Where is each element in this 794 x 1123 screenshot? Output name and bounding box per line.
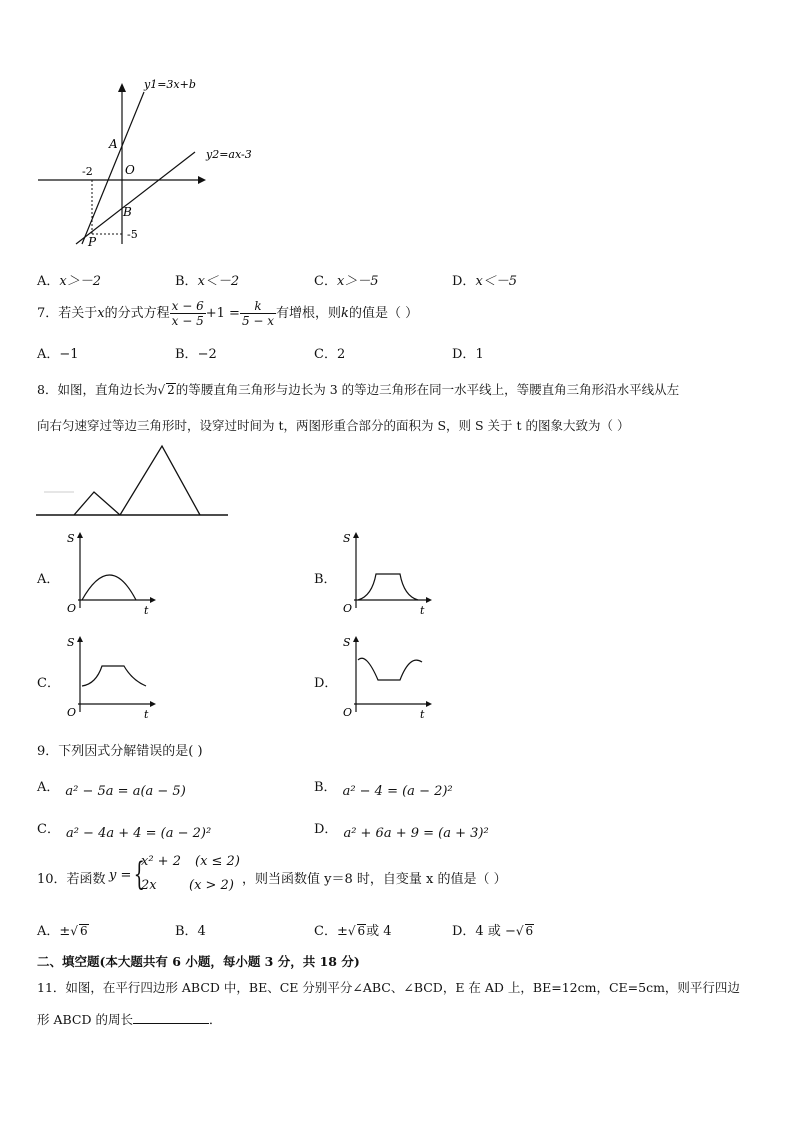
label-P: P xyxy=(88,235,97,249)
d-x-arrow xyxy=(426,701,432,707)
section-title: 二、填空题(本大题共有 6 小题，每小题 3 分，共 18 分) xyxy=(37,954,360,969)
q7-option-d[interactable]: D．1 xyxy=(452,347,484,362)
a-x-arrow xyxy=(150,597,156,603)
a-curve xyxy=(82,575,136,600)
q6-option-b[interactable]: B．x＜－2 xyxy=(175,274,240,289)
x-axis-arrow xyxy=(198,176,206,184)
q6-option-a[interactable]: A．x＞－2 xyxy=(37,274,101,289)
label-B: B xyxy=(123,205,132,219)
c-label-S: S xyxy=(67,636,75,649)
q10-brace: { xyxy=(133,855,145,893)
q8-triangles-figure xyxy=(36,440,231,520)
q8-option-c-graph[interactable] xyxy=(58,632,158,722)
q7-option-a[interactable]: A．−1 xyxy=(37,347,79,362)
q6-option-c[interactable]: C．x＞－5 xyxy=(314,274,379,289)
q9-option-a[interactable]: A． a² − 5a = a(a − 5) xyxy=(37,780,186,799)
label-O: O xyxy=(125,163,135,177)
label-y2: y2=ax-3 xyxy=(206,148,252,161)
b-label-t: t xyxy=(420,604,425,617)
q11-answer-blank[interactable] xyxy=(133,1011,209,1024)
q8-option-a-graph[interactable] xyxy=(58,528,158,618)
q9-option-b[interactable]: B． a² − 4 = (a − 2)² xyxy=(314,780,453,799)
q8-option-d-graph[interactable] xyxy=(334,632,434,722)
b-label-S: S xyxy=(343,532,351,545)
equilateral-triangle xyxy=(120,446,200,515)
d-y-arrow xyxy=(353,636,359,642)
q7-option-b[interactable]: B．−2 xyxy=(175,347,217,362)
a-y-arrow xyxy=(77,532,83,538)
q7-fraction-2: $\frac{k}{5 - x}$ xyxy=(241,299,275,328)
q7-option-c[interactable]: C．2 xyxy=(314,347,346,362)
q8-option-b-graph[interactable] xyxy=(334,528,434,618)
a-label-t: t xyxy=(144,604,149,617)
q8-option-a-label[interactable]: A． xyxy=(37,572,60,587)
q9-option-c[interactable]: C． a² − 4a + 4 = (a − 2)² xyxy=(37,822,212,841)
b-y-arrow xyxy=(353,532,359,538)
label-A: A xyxy=(109,137,118,151)
q8-stem-line1: 8．如图，直角边长为√ 2的等腰直角三角形与边长为 3 的等边三角形在同一水平线上，等腰直角三角形沿水平线从左 xyxy=(37,382,680,397)
tick-x-minus2: -2 xyxy=(82,165,93,178)
linear-functions-graph xyxy=(30,72,260,262)
d-label-t: t xyxy=(420,708,425,721)
b-label-O: O xyxy=(343,602,353,615)
q9-stem: 9．下列因式分解错误的是( ) xyxy=(37,744,203,759)
q8-stem-line2: 向右匀速穿过等边三角形时，设穿过时间为 t，两图形重合部分的面积为 S，则 S 关于 t 的图象大致为（ ） xyxy=(37,418,630,433)
b-curve xyxy=(358,574,418,600)
label-y1: y1=3x+b xyxy=(144,78,196,91)
d-curve xyxy=(358,658,422,680)
c-curve xyxy=(82,666,146,686)
c-label-t: t xyxy=(144,708,149,721)
a-label-S: S xyxy=(67,532,75,545)
q10-option-b[interactable]: B．4 xyxy=(175,924,206,939)
c-y-arrow xyxy=(77,636,83,642)
q9-option-d[interactable]: D． a² + 6a + 9 = (a + 3)² xyxy=(314,822,489,841)
q8-option-b-label[interactable]: B． xyxy=(314,572,337,587)
d-label-S: S xyxy=(343,636,351,649)
q7-fraction-1: $\frac{x - 6}{x - 5}$ xyxy=(171,299,204,328)
q10-option-a[interactable]: A．±√ 6 xyxy=(37,924,88,939)
q11-line2: 形 ABCD 的周长 ． xyxy=(37,1012,222,1027)
tick-y-minus5: -5 xyxy=(127,228,138,241)
d-label-O: O xyxy=(343,706,353,719)
q8-option-c-label[interactable]: C． xyxy=(37,676,60,691)
q11-line1: 11．如图，在平行四边形 ABCD 中，BE、CE 分别平分∠ABC、∠BCD，E 在 AD 上，BE=12cm，CE=5cm，则平行四边 xyxy=(37,980,740,995)
y-axis-arrow xyxy=(118,83,126,92)
c-label-O: O xyxy=(67,706,77,719)
isosceles-right-triangle xyxy=(74,492,120,515)
a-label-O: O xyxy=(67,602,77,615)
q10-option-c[interactable]: C．±√ 6或 4 xyxy=(314,924,392,939)
q6-option-d[interactable]: D．x＜－5 xyxy=(452,274,518,289)
q10-option-d[interactable]: D．4 或 −√ 6 xyxy=(452,924,534,939)
b-x-arrow xyxy=(426,597,432,603)
q8-option-d-label[interactable]: D． xyxy=(314,676,338,691)
q7-stem: 7．若关于x的分式方程 $\frac{x - 6}{x - 5}$ +1 = $\frac{k}{5 - x}$ 有增根，则k的值是（ ） xyxy=(37,299,419,328)
c-x-arrow xyxy=(150,701,156,707)
